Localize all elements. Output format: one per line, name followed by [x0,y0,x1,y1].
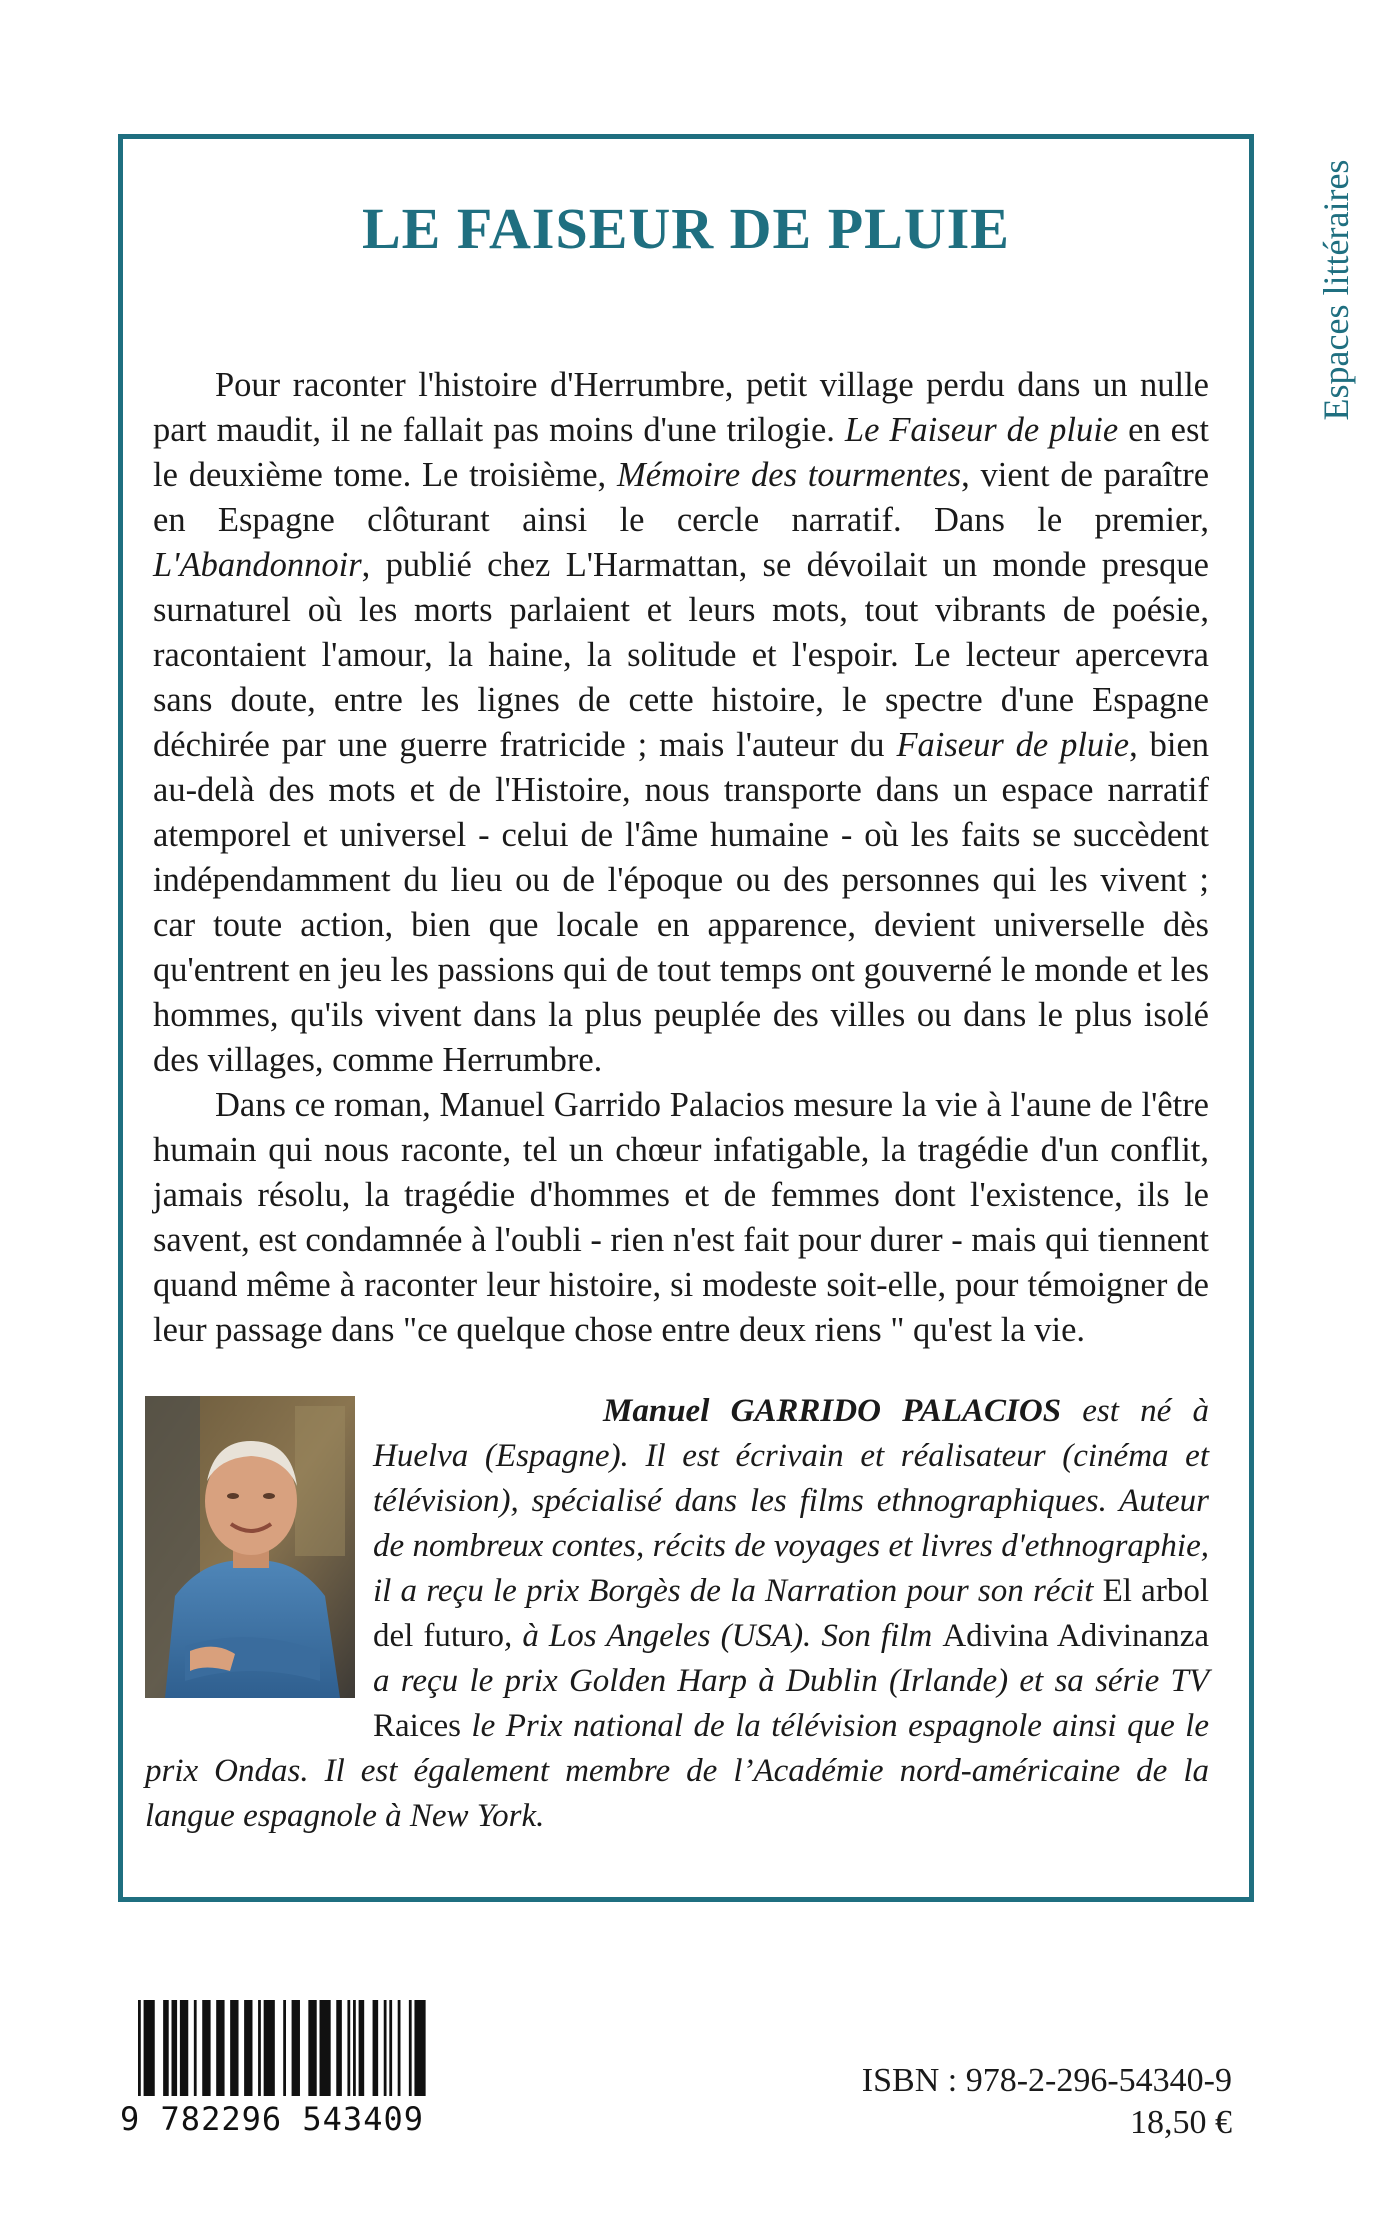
isbn: ISBN : 978-2-296-54340-9 [861,2062,1232,2099]
summary-paragraph-2: Dans ce roman, Manuel Garrido Palacios mesure la vie à l'aune de l'être humain qui nous raconte, tel un chœur infatigable, la tragédie d'un conflit, jamais résolu, la tragédie d'hommes et de femmes dont l'existence, ils le savent, est condamnée à l'oubli - rien n'est fait pour durer - mais qui tiennent quand même à raconter leur histoire, si modeste soit-elle, pour témoigner de leur passage dans "ce quelque chose entre deux riens " qu'est la vie. [153,1086,1209,1349]
author-bio [145,1389,1209,1839]
author-bio-text: Manuel GARRIDO PALACIOS est né à Huelva (Espagne). Il est écrivain et réalisateur (cinéma et télévision), spécialisé dans les films ethnographiques. Auteur de nombreux contes, récits de voyages et livres d'ethnographie, il a reçu le prix Borgès de la Narration pour son récit El arbol del futuro, à Los Angeles (USA). Son film Adivina Adivinanza a reçu le prix Golden Harp à Dublin (Irlande) et sa série TV Raices le Prix national de la télévision espagnole ainsi que le prix Ondas. Il est également membre de l’Académie nord-américaine de la langue espagnole à New York. [145,1393,1209,1834]
collection-name: Espaces littéraires [1316,159,1356,421]
isbn-block [862,2060,1232,2144]
collection-label [1306,130,1366,450]
barcode-number: 9 782296 543409 [120,2100,424,2138]
price: 18,50 € [1130,2104,1232,2141]
summary-text [153,363,1209,1353]
book-title: LE FAISEUR DE PLUIE [362,196,1010,261]
cover-frame [118,134,1254,1902]
summary-paragraph-1: Pour raconter l'histoire d'Herrumbre, petit village perdu dans un nulle part maudit, il ne fallait pas moins d'une trilogie. Le Faiseur de pluie en est le deuxième tome. Le troisième, Mémoire des tourmentes, vient de paraître en Espagne clôturant ainsi le cercle narratif. Dans le premier, L'Abandonnoir, publié chez L'Harmattan, se dévoilait un monde presque surnaturel où les morts parlaient et leurs mots, tout vibrants de poésie, racontaient l'amour, la haine, la solitude et l'espoir. Le lecteur apercevra sans doute, entre les lignes de cette histoire, le spectre d'une Espagne déchirée par une guerre fratricide ; mais l'auteur du Faiseur de pluie, bien au-delà des mots et de l'Histoire, nous transporte dans un espace narratif atemporel et universel - celui de l'âme humaine - où les faits se succèdent indépendamment du lieu ou de l'époque ou des personnes qui les vivent ; car toute action, bien que locale en apparence, devient universelle dès qu'entrent en jeu les passions qui de tout temps ont gouverné le monde et les hommes, qu'ils vivent dans la plus peuplée des villes ou dans le plus isolé des villages, comme Herrumbre. [153,366,1210,1079]
